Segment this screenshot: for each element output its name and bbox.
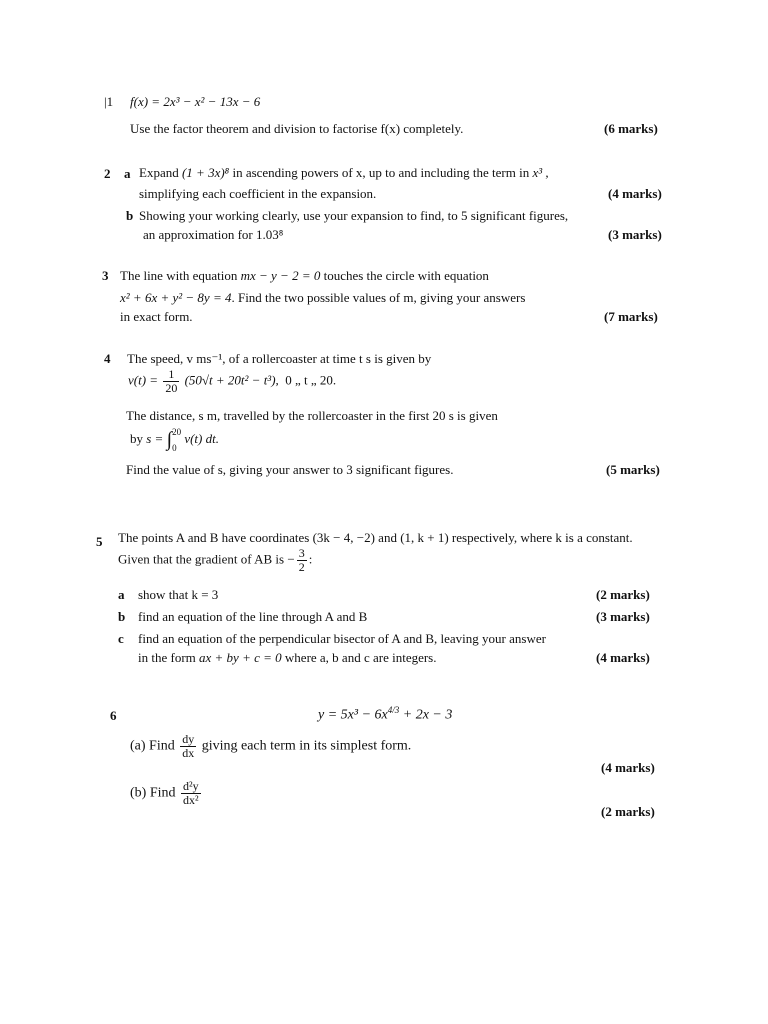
q4-vt-lhs: v(t) = bbox=[128, 372, 159, 388]
q2-part-a-letter: a bbox=[124, 166, 131, 181]
q5-part-c-letter: c bbox=[118, 631, 124, 646]
q1-formula: f(x) = 2x³ − x² − 13x − 6 bbox=[130, 94, 261, 109]
q4-domain: 0 „ t „ 20. bbox=[285, 372, 337, 388]
q5-line1: The points A and B have coordinates (3k − 4, −2) and (1, k + 1) respectively, where k is a constant. bbox=[118, 530, 633, 545]
q2-part-a-marks: (4 marks) bbox=[608, 186, 662, 201]
q6-number: 6 bbox=[110, 708, 117, 723]
q2-part-b-text: Showing your working clearly, use your expansion to find, to 5 significant figures, bbox=[139, 208, 569, 223]
q3-line1-eq: mx − y − 2 = 0 bbox=[240, 268, 321, 283]
q4-line1: The speed, v ms⁻¹, of a rollercoaster at time t s is given by bbox=[127, 351, 432, 366]
q3-number: 3 bbox=[102, 268, 109, 283]
q2-a-term: x³ , bbox=[532, 165, 549, 180]
q2-a-expr: (1 + 3x)⁸ bbox=[181, 165, 230, 180]
q2-part-a-text bbox=[139, 165, 549, 181]
q4-line5: Find the value of s, giving your answer to 3 significant figures. bbox=[126, 462, 454, 477]
q5-part-b-text: find an equation of the line through A and B bbox=[138, 609, 368, 624]
q4-number: 4 bbox=[104, 351, 111, 366]
q4-int-lower: 0 bbox=[172, 443, 177, 453]
q4-frac-den: 20 bbox=[165, 381, 178, 395]
q6-part-a-marks: (4 marks) bbox=[601, 760, 655, 775]
q6-b-label: (b) Find bbox=[130, 785, 176, 801]
q2-part-a-line2: simplifying each coefficient in the expansion. bbox=[139, 186, 377, 201]
q5-line2 bbox=[118, 547, 312, 574]
q5-part-b-marks: (3 marks) bbox=[596, 609, 650, 624]
q6-eq-exp: 4/3 bbox=[387, 705, 400, 715]
q4-by: by bbox=[130, 430, 143, 446]
q5-part-c-text: find an equation of the perpendicular bisector of A and B, leaving your answer bbox=[138, 631, 546, 646]
q4-frac-num: 1 bbox=[163, 368, 179, 382]
q5-number: 5 bbox=[96, 534, 103, 549]
q6-a-den: dx bbox=[182, 746, 195, 760]
q5-grad-num: 3 bbox=[298, 546, 305, 560]
q5-part-b-letter: b bbox=[118, 609, 126, 624]
q5-gradient-fraction bbox=[297, 547, 307, 574]
q2-a-mid: in ascending powers of x, up to and including the term in bbox=[232, 165, 530, 180]
q5-part-c-marks: (4 marks) bbox=[596, 650, 650, 665]
q4-vt-rhs: (50√t + 20t² − t³), bbox=[184, 372, 279, 388]
q6-a-label: (a) Find bbox=[130, 738, 175, 754]
q6-b-num: d²y bbox=[183, 779, 199, 793]
q3-line1-b: touches the circle with equation bbox=[323, 268, 489, 283]
q4-marks: (5 marks) bbox=[606, 462, 660, 477]
q3-marks: (7 marks) bbox=[604, 309, 658, 324]
q5-part-a-letter: a bbox=[118, 587, 125, 602]
q2-part-b-marks: (3 marks) bbox=[608, 227, 662, 242]
q1-text: Use the factor theorem and division to factorise f(x) completely. bbox=[130, 121, 464, 136]
q5-c-line2-b: where a, b and c are integers. bbox=[284, 650, 437, 665]
q4-int-upper: 20 bbox=[172, 427, 182, 437]
q5-part-c-line2 bbox=[138, 650, 437, 666]
q6-a-derivative bbox=[180, 733, 196, 760]
q2-part-b-letter: b bbox=[126, 208, 134, 223]
q5-grad-end: : bbox=[308, 551, 313, 567]
q2-a-start: Expand bbox=[139, 165, 179, 180]
q3-line2-eq: x² + 6x + y² − 8y = 4 bbox=[120, 290, 232, 305]
q6-b-den: dx² bbox=[183, 793, 199, 807]
q2-number: 2 bbox=[104, 166, 111, 181]
integral-sign-icon: ∫ bbox=[166, 428, 173, 451]
q6-b-derivative bbox=[181, 780, 201, 807]
q6-a-text: giving each term in its simplest form. bbox=[201, 738, 412, 754]
q6-equation bbox=[318, 705, 452, 724]
q5-part-a-marks: (2 marks) bbox=[596, 587, 650, 602]
q3-line3: in exact form. bbox=[120, 309, 193, 324]
q5-c-line2-a: in the form bbox=[138, 650, 196, 665]
q4-integral bbox=[130, 424, 219, 456]
q4-speed-formula bbox=[128, 368, 336, 395]
q6-a-num: dy bbox=[182, 732, 195, 746]
q3-line1 bbox=[120, 268, 489, 284]
q1-number: |1 bbox=[104, 94, 114, 109]
q3-line1-a: The line with equation bbox=[120, 268, 238, 283]
q6-part-b-marks: (2 marks) bbox=[601, 804, 655, 819]
q6-part-b bbox=[130, 780, 203, 807]
q4-integrand: v(t) dt. bbox=[184, 430, 219, 446]
q5-grad-sign: − bbox=[287, 551, 295, 567]
q3-line2 bbox=[120, 290, 525, 306]
q4-s-eq: s = bbox=[146, 430, 164, 446]
q5-line2-text: Given that the gradient of AB is bbox=[118, 551, 285, 567]
q4-int-limits bbox=[172, 424, 181, 456]
q5-c-line2-eq: ax + by + c = 0 bbox=[199, 650, 282, 665]
q6-eq-start: y = 5x³ − 6x bbox=[318, 707, 388, 723]
q5-grad-den: 2 bbox=[298, 560, 305, 574]
q2-part-b-line2: an approximation for 1.03⁸ bbox=[143, 227, 284, 242]
q5-part-a-text: show that k = 3 bbox=[138, 587, 219, 602]
q6-part-a bbox=[130, 733, 411, 760]
q4-line3: The distance, s m, travelled by the rollercoaster in the first 20 s is given bbox=[126, 408, 498, 423]
q1-marks: (6 marks) bbox=[604, 121, 658, 136]
q3-line2-b: . Find the two possible values of m, giving your answers bbox=[231, 290, 526, 305]
q4-fraction bbox=[163, 368, 179, 395]
q6-eq-end: + 2x − 3 bbox=[402, 707, 453, 723]
